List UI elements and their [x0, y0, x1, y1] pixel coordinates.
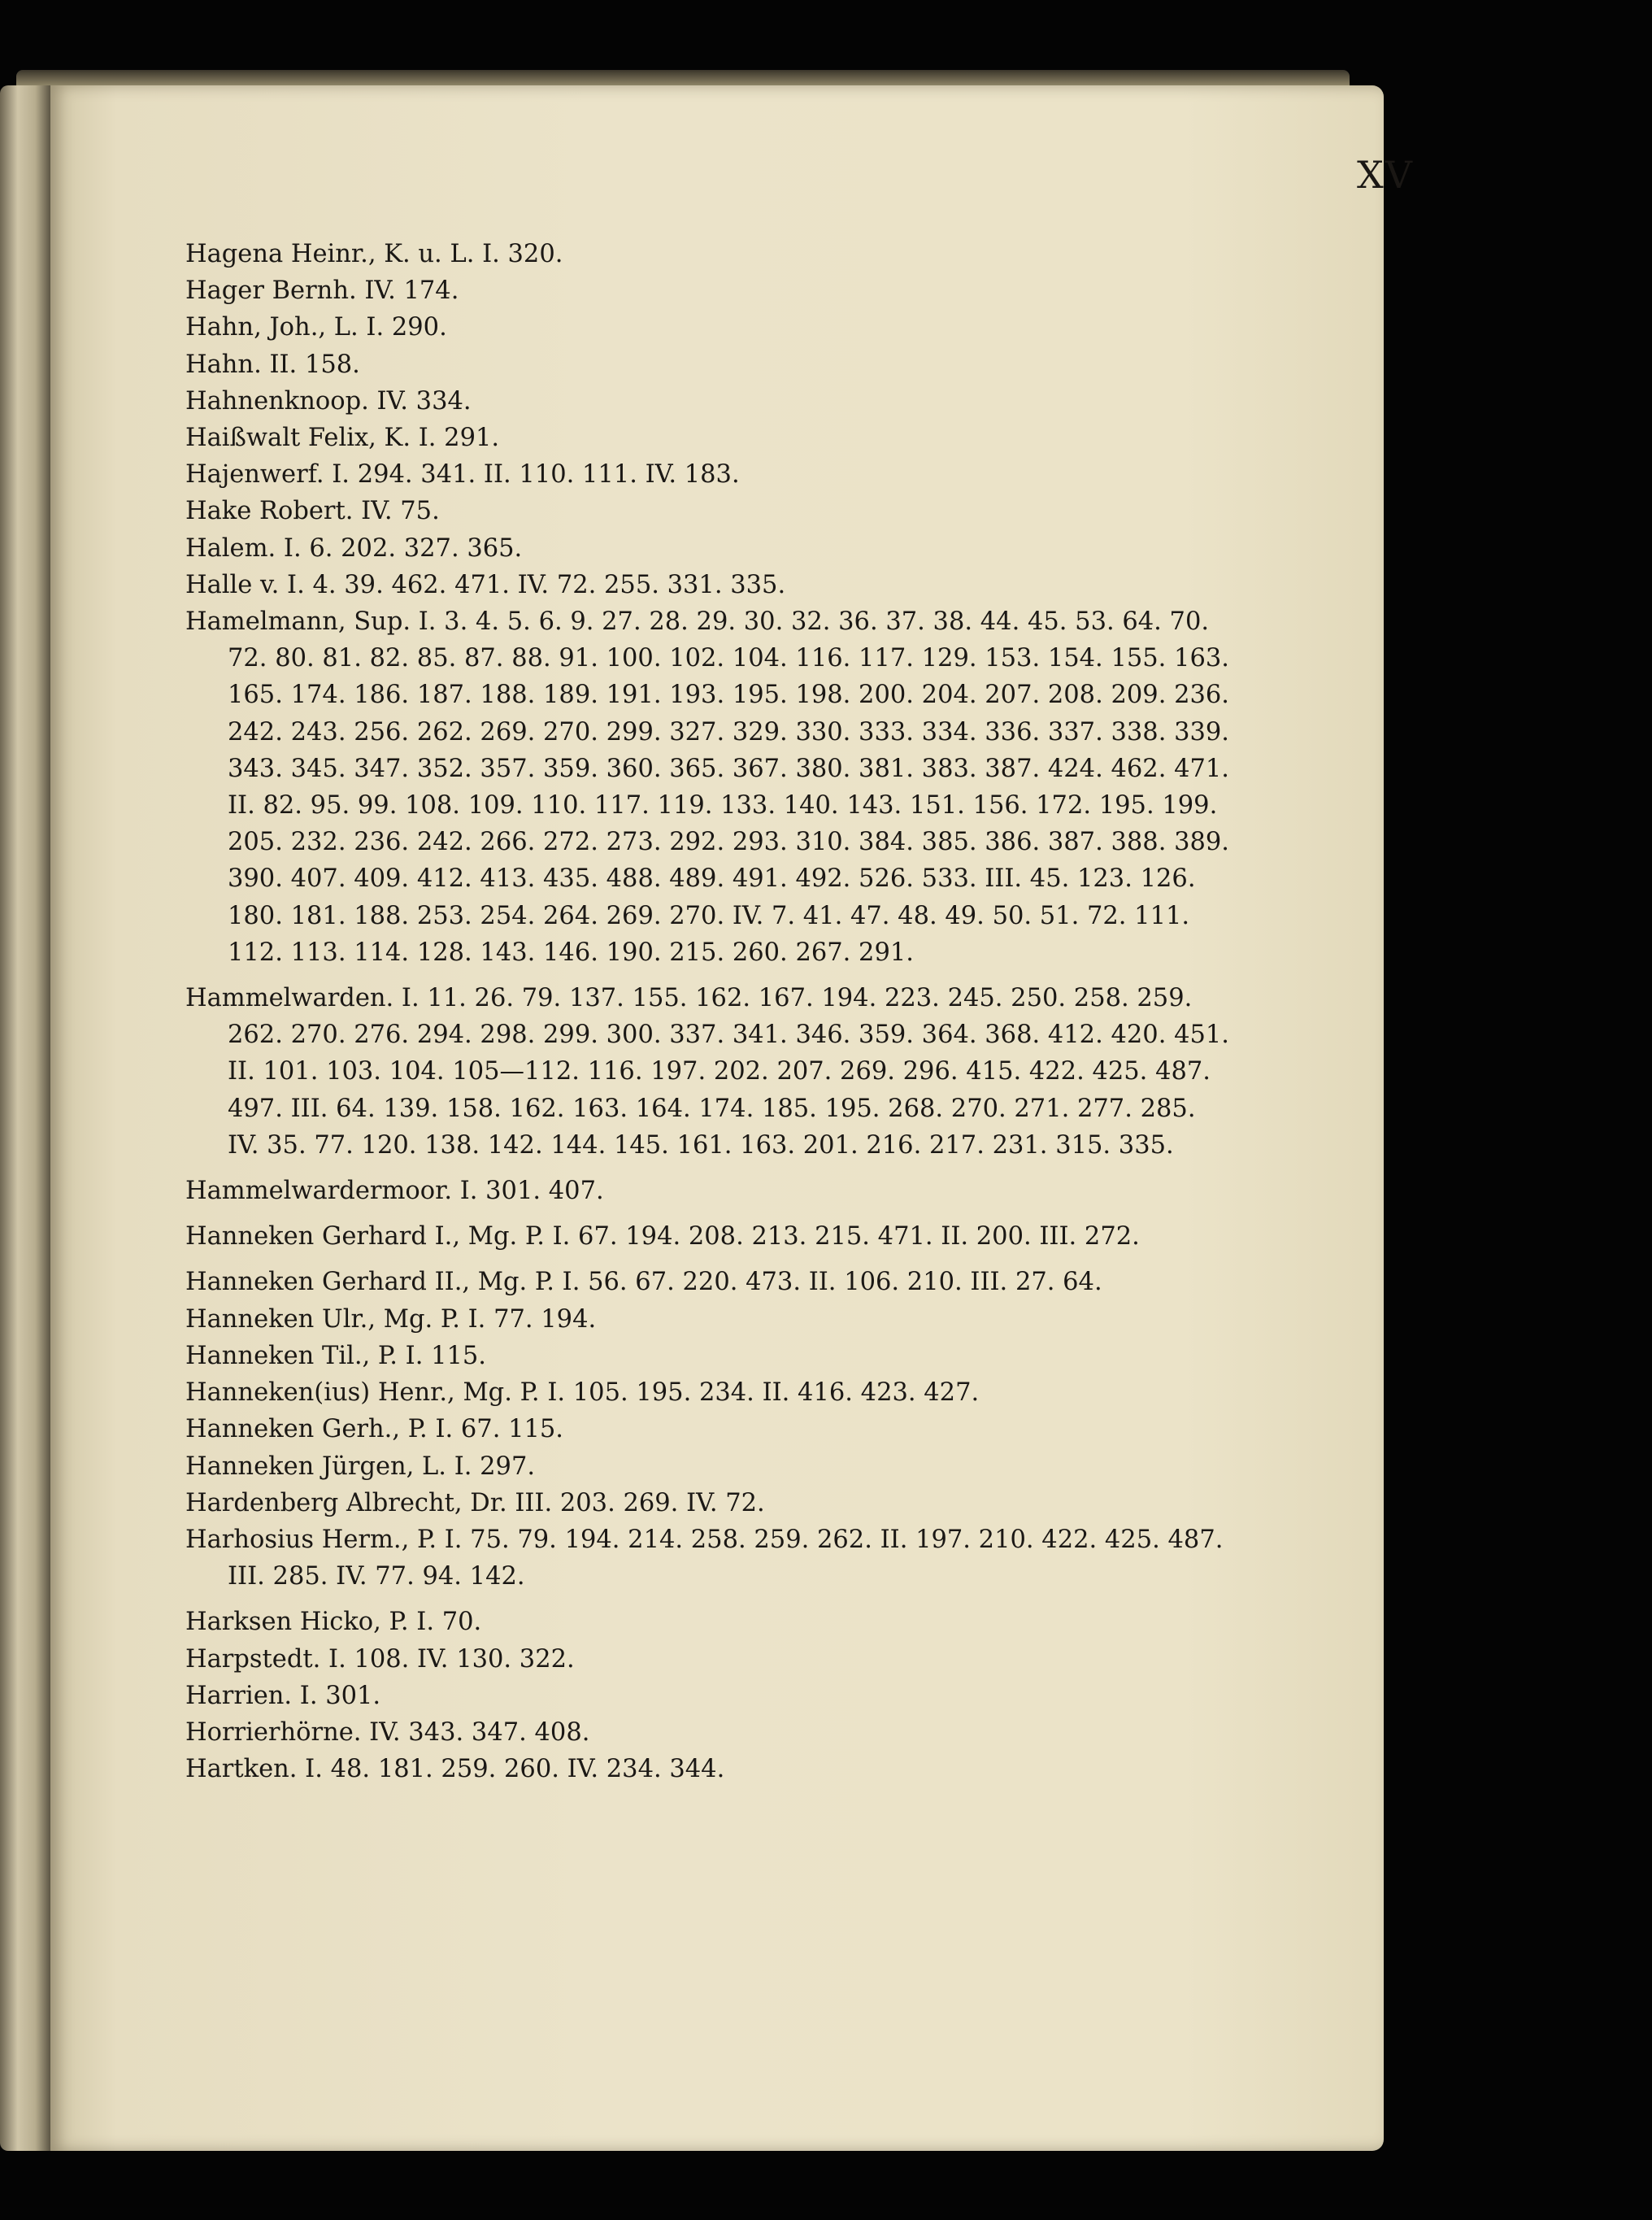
previous-page-edge — [0, 85, 50, 2151]
index-entry: Hammelwardermoor. I. 301. 407. — [185, 1177, 604, 1206]
index-entry: Hahn. II. 158. — [185, 350, 360, 379]
index-entry: Halem. I. 6. 202. 327. 365. — [185, 533, 523, 563]
index-entry: Hanneken(ius) Henr., Mg. P. I. 105. 195. 234. II. 416. 423. 427. — [185, 1378, 980, 1408]
index-entry: Hanneken Gerhard II., Mg. P. I. 56. 67. 220. 473. II. 106. 210. III. 27. 64. — [185, 1268, 1102, 1297]
index-entry: Hamelmann, Sup. I. 3. 4. 5. 6. 9. 27. 28. 29. 30. 32. 36. 37. 38. 44. 45. 53. 64. 70. 72. 80. 81. 82. 85. 87. 88. 91. 100. 102. 104. 116. 117. 129. 153. 154. 155. 163. 165. 174. 186. 187. 188. 189. 191. 193. 195. 198. 200. 204. 207. 208. 209. 236. 242. 243. 256. 262. 269. 270. 299. 327. 329. 330. 333. 334. 336. 337. 338. 339. 343. 345. 347. 352. 357. 359. 360. 365. 367. 380. 381. 383. 387. 424. 462. 471. II. 82. 95. 99. 108. 109. 110. 117. 119. 133. 140. 143. 151. 156. 172. 195. 199. 205. 232. 236. 242. 266. 272. 273. 292. 293. 310. 384. 385. 386. 387. 388. 389. 390. 407. 409. 412. 413. 435. 488. 489. 491. 492. 526. 533. III. 45. 123. 126. 180. 181. 188. 253. 254. 264. 269. 270. IV. 7. 41. 47. 48. 49. 50. 51. 72. 111. 112. 113. 114. 128. 143. 146. 190. 215. 260. 267. 291. — [185, 607, 1229, 967]
index-entry: Hajenwerf. I. 294. 341. II. 110. 111. IV. 183. — [185, 460, 740, 490]
index-entry: Horrierhörne. IV. 343. 347. 408. — [185, 1717, 590, 1747]
index-entry: Harksen Hicko, P. I. 70. — [185, 1608, 482, 1637]
index-entry: Hagena Heinr., K. u. L. I. 320. — [185, 240, 563, 268]
index-entry: Hammelwarden. I. 11. 26. 79. 137. 155. 162. 167. 194. 223. 245. 250. 258. 259. 262. 270. 276. 294. 298. 299. 300. 337. 341. 346. 359. 364. 368. 412. 420. 451. II. 101. 103. 104. 105—112. 116. 197. 202. 207. 269. 296. 415. 422. 425. 487. 497. III. 64. 139. 158. 162. 163. 164. 174. 185. 195. 268. 270. 271. 277. 285. IV. 35. 77. 120. 138. 142. 144. 145. 161. 163. 201. 216. 217. 231. 315. 335. — [185, 984, 1229, 1160]
index-entry: Haißwalt Felix, K. I. 291. — [185, 424, 500, 453]
index-entry: Hanneken Gerh., P. I. 67. 115. — [185, 1415, 563, 1444]
index-entry: Hanneken Ulr., Mg. P. I. 77. 194. — [185, 1304, 597, 1334]
index-entries — [185, 236, 1234, 1787]
index-entry: Halle v. I. 4. 39. 462. 471. IV. 72. 255. 331. 335. — [185, 570, 786, 599]
index-entry: Harrien. I. 301. — [185, 1681, 381, 1710]
index-entry: Hardenberg Albrecht, Dr. III. 203. 269. IV. 72. — [185, 1488, 765, 1517]
index-entry: Harhosius Herm., P. I. 75. 79. 194. 214. 258. 259. 262. II. 197. 210. 422. 425. 487. III. 285. IV. 77. 94. 142. — [185, 1525, 1224, 1591]
index-entry: Hanneken Til., P. I. 115. — [185, 1341, 487, 1370]
page-number: XV — [1357, 153, 1414, 197]
index-entry: Hager Bernh. IV. 174. — [185, 276, 459, 306]
index-entry: Hanneken Gerhard I., Mg. P. I. 67. 194. 208. 213. 215. 471. II. 200. III. 272. — [185, 1222, 1140, 1251]
index-entry: Hahnenknoop. IV. 334. — [185, 386, 472, 416]
index-entry: Hartken. I. 48. 181. 259. 260. IV. 234. 344. — [185, 1755, 725, 1784]
index-entry: Hanneken Jürgen, L. I. 297. — [185, 1452, 536, 1481]
index-entry: Hahn, Joh., L. I. 290. — [185, 313, 447, 342]
index-entry: Harpstedt. I. 108. IV. 130. 322. — [185, 1644, 575, 1674]
index-entry: Hake Robert. IV. 75. — [185, 497, 440, 526]
